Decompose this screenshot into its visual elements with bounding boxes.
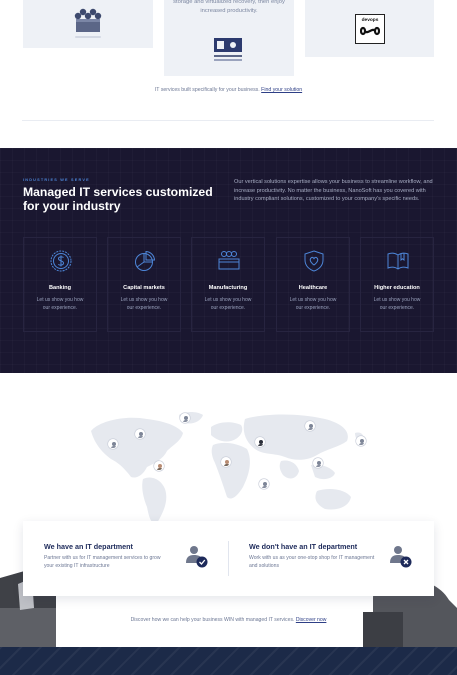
industry-card-higher-education[interactable] xyxy=(360,237,434,332)
industry-name: Healthcare xyxy=(298,285,328,291)
location-pin[interactable] xyxy=(255,437,265,447)
user-check-icon xyxy=(185,545,209,569)
service-card-left[interactable] xyxy=(23,0,153,48)
location-pin[interactable] xyxy=(180,413,190,423)
industry-desc: Let us show you how our experience. xyxy=(36,297,84,311)
discover-banner xyxy=(0,617,457,623)
location-pin[interactable] xyxy=(259,479,269,489)
pie-chart-icon xyxy=(133,249,157,273)
service-card-right[interactable] xyxy=(305,0,434,57)
industry-card-capital-markets[interactable] xyxy=(107,237,181,332)
location-pin[interactable] xyxy=(313,458,323,468)
have-it-title[interactable]: We have an IT department xyxy=(44,542,133,551)
industry-desc: Let us show you how our experience. xyxy=(289,297,337,311)
bottom-hero-strip xyxy=(0,647,457,675)
global-presence-section xyxy=(0,373,457,647)
discover-text: Discover how we can help your business WIN with managed IT services. xyxy=(130,617,295,623)
industry-name: Banking xyxy=(48,285,72,291)
industry-card-banking[interactable] xyxy=(23,237,97,332)
it-department-card xyxy=(23,521,434,596)
industry-name: Higher education xyxy=(374,285,420,291)
service-card-text: storage and virtualized recovery, then enjoy increased productivity. xyxy=(173,0,285,14)
monitor-icon xyxy=(214,38,242,62)
icon-shadow xyxy=(75,36,101,38)
infinity-icon xyxy=(360,25,380,37)
solutions-banner xyxy=(0,87,457,93)
find-solution-link[interactable]: Find your solution xyxy=(261,87,303,93)
location-pin[interactable] xyxy=(135,429,145,439)
cube-icon xyxy=(217,249,241,273)
location-pin[interactable] xyxy=(221,457,231,467)
services-cards-section xyxy=(0,0,457,120)
book-icon xyxy=(386,249,410,273)
world-map xyxy=(85,409,385,527)
devops-logo xyxy=(355,14,385,44)
user-x-icon xyxy=(389,545,413,569)
industries-intro: Our vertical solutions expertise allows your business to streamline workflow, and increase productivity. No matter the business, NanoSoft has you covered with industry compliant solutions, customized to your company's specific needs. xyxy=(234,179,433,203)
location-pin[interactable] xyxy=(305,421,315,431)
industry-name: Capital markets xyxy=(123,285,165,291)
industry-card-healthcare[interactable] xyxy=(276,237,350,332)
banner-text: IT services built specifically for your business. xyxy=(154,87,260,93)
industry-desc: Let us show you how our experience. xyxy=(204,297,252,311)
have-it-desc: Partner with us for IT management services to grow your existing IT infrastructure xyxy=(44,555,161,569)
no-it-desc: Work with us as your one-stop shop for IT management and solutions xyxy=(249,555,375,569)
industries-eyebrow: INDUSTRIES WE SERVE xyxy=(23,178,90,182)
location-pin[interactable] xyxy=(356,436,366,446)
industry-desc: Let us show you how our experience. xyxy=(120,297,168,311)
industries-heading: Managed IT services customized for your industry xyxy=(23,185,213,213)
discover-now-link[interactable]: Discover now xyxy=(295,617,327,623)
industry-name: Manufacturing xyxy=(208,285,248,291)
no-it-title[interactable]: We don't have an IT department xyxy=(249,542,358,551)
section-divider xyxy=(22,120,434,121)
location-pin[interactable] xyxy=(108,439,118,449)
card-divider xyxy=(228,541,229,576)
industry-desc: Let us show you how our experience. xyxy=(373,297,421,311)
industries-section xyxy=(0,148,457,373)
heart-shield-icon xyxy=(302,249,326,273)
location-pin[interactable] xyxy=(154,461,164,471)
devops-label: devops xyxy=(361,18,379,23)
industry-card-manufacturing[interactable] xyxy=(191,237,265,332)
dollar-icon xyxy=(49,249,73,273)
boxes-icon xyxy=(73,8,103,34)
